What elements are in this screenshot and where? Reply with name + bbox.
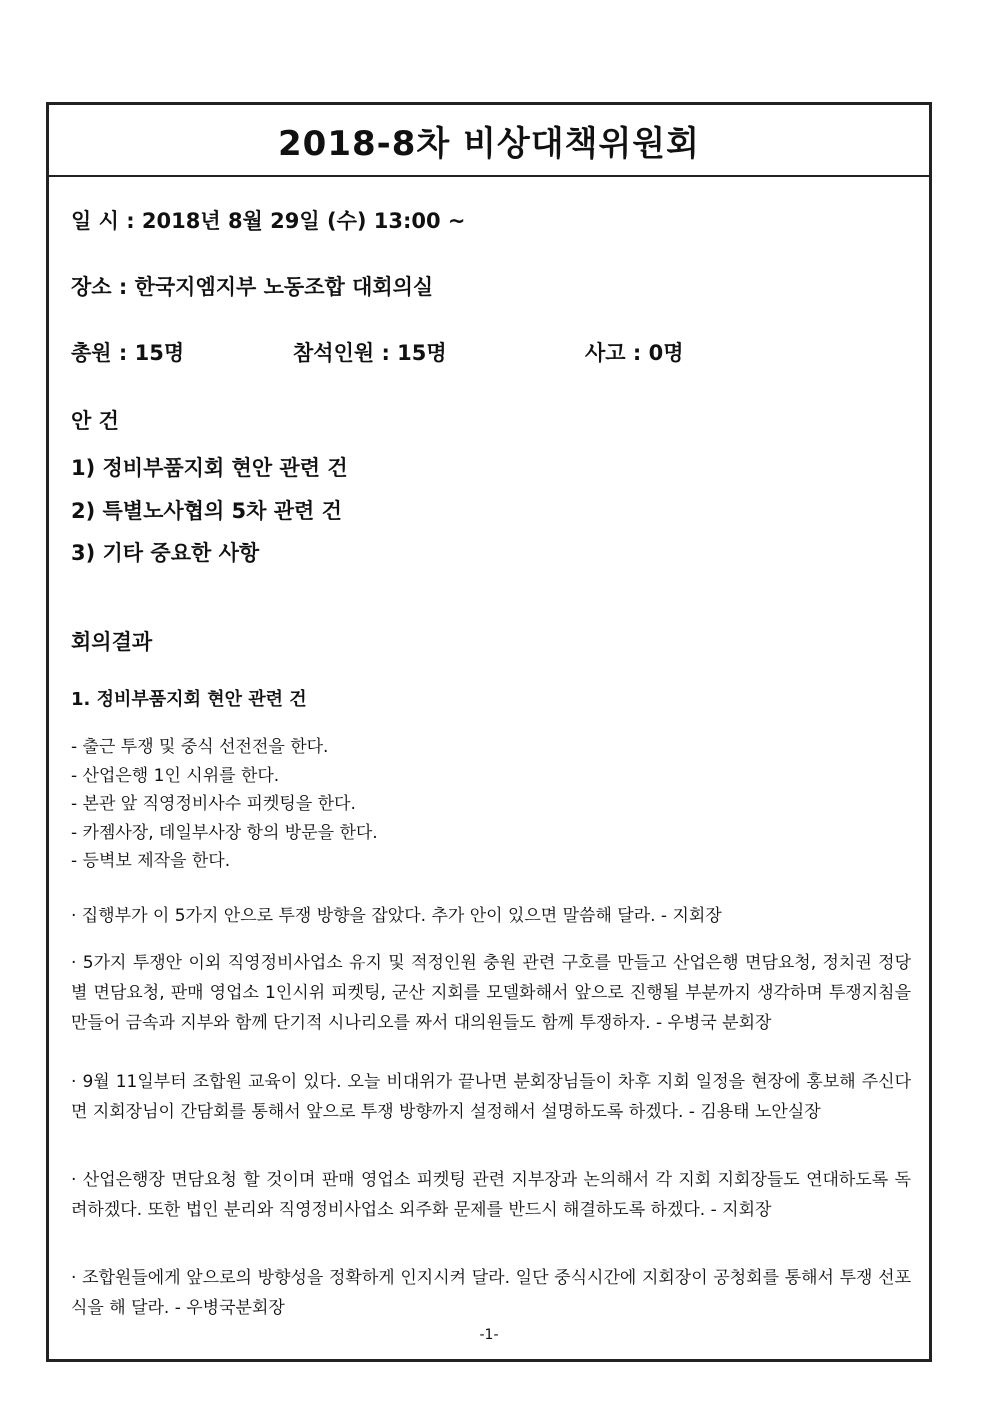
list-item: - 카젬사장, 데일부사장 항의 방문을 한다. bbox=[71, 822, 378, 843]
remark-paragraph: · 집행부가 이 5가지 안으로 투쟁 방향을 잡았다. 추가 안이 있으면 말씀해 달라. - 지회장 bbox=[71, 906, 722, 926]
document-frame bbox=[46, 102, 932, 1362]
page-number: -1- bbox=[479, 1327, 499, 1343]
list-item: - 출근 투쟁 및 중식 선전전을 한다. bbox=[71, 737, 329, 757]
agenda-item: 3) 기타 중요한 사항 bbox=[71, 541, 260, 565]
remark-paragraph: · 9월 11일부터 조합원 교육이 있다. 오늘 비대위가 끝나면 분회장님들이 차후 지회 일정을 현장에 홍보해 주신다면 지회장님이 간담회를 통해서 앞으로 투쟁 방향까지 설정해서 설명하도록 하겠다. - 김용태 노안실장 bbox=[71, 1072, 911, 1122]
meeting-place: 장소 : 한국지엠지부 노동조합 대회의실 bbox=[71, 275, 434, 299]
list-item: - 본관 앞 직영정비사수 피켓팅을 한다. bbox=[71, 794, 356, 814]
document-title: 2018-8차 비상대책위원회 bbox=[278, 123, 700, 164]
remark-paragraph: · 산업은행장 면담요청 할 것이며 판매 영업소 피켓팅 관련 지부장과 논의해서 각 지회 지회장들도 연대하도록 독려하겠다. 또한 법인 분리와 직영정비사업소 외주화 문제를 반드시 해결하도록 하겠다. - 지회장 bbox=[71, 1170, 911, 1220]
list-item: - 등벽보 제작을 한다. bbox=[71, 851, 231, 871]
title-box bbox=[49, 105, 929, 177]
results-heading: 회의결과 bbox=[71, 630, 153, 654]
remark-paragraph: · 5가지 투쟁안 이외 직영정비사업소 유지 및 적정인원 충원 관련 구호를 만들고 산업은행 면담요청, 정치권 정당별 면담요청, 판매 영업소 1인시위 피켓팅, 군산 지회를 모델화해서 앞으로 진행될 부분까지 생각하며 투쟁지침을 만들어 금속과 지부와 함께 단기적 시나리오를 짜서 대의원들도 함께 투쟁하자. - 우병국 분회장 bbox=[71, 953, 911, 1033]
list-item: - 산업은행 1인 시위를 한다. bbox=[71, 765, 280, 786]
meeting-datetime: 일 시 : 2018년 8월 29일 (수) 13:00 ~ bbox=[71, 209, 466, 233]
absent-count: 사고 : 0명 bbox=[585, 341, 684, 365]
action-list bbox=[71, 733, 378, 876]
remark-paragraph: · 조합원들에게 앞으로의 방향성을 정확하게 인지시켜 달라. 일단 중식시간에 지회장이 공청회를 통해서 투쟁 선포식을 해 달라. - 우병국분회장 bbox=[71, 1268, 911, 1318]
agenda-heading: 안 건 bbox=[71, 409, 119, 433]
attending-count: 참석인원 : 15명 bbox=[293, 341, 447, 365]
total-count: 총원 : 15명 bbox=[71, 341, 185, 365]
agenda-item: 1) 정비부품지회 현안 관련 건 bbox=[71, 456, 348, 480]
agenda-item: 2) 특별노사협의 5차 관련 건 bbox=[71, 499, 342, 523]
section-title: 1. 정비부품지회 현안 관련 건 bbox=[71, 689, 307, 710]
